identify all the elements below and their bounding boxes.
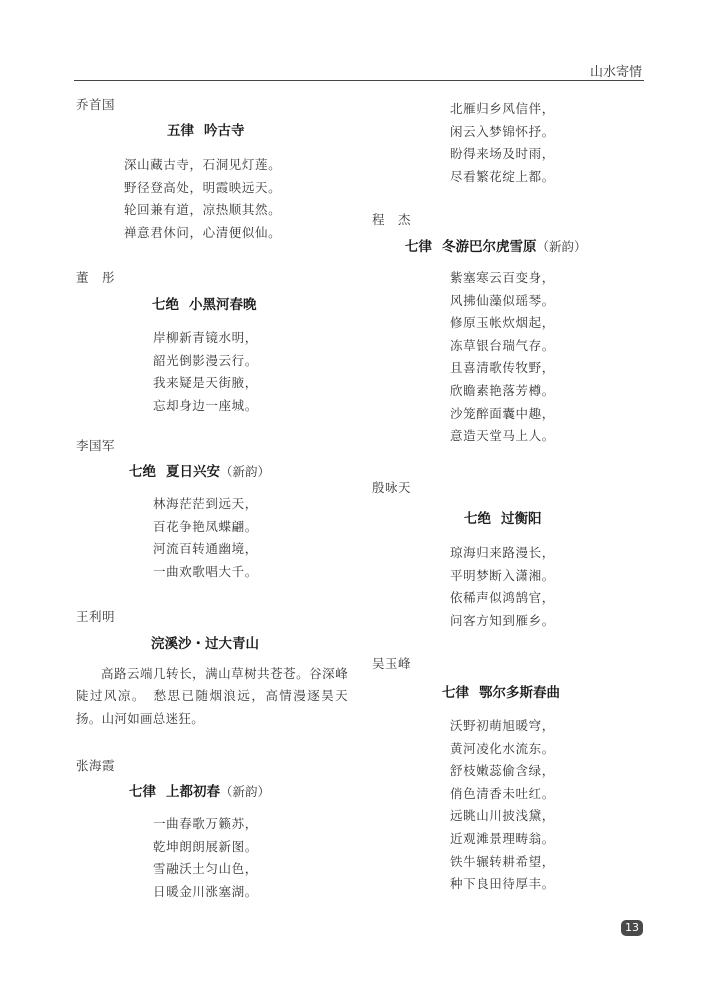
poem-line: 禅意君休问，心清便似仙。 [124,224,282,240]
poem-line: 轮回兼有道，凉热顺其然。 [124,202,282,218]
poem-author: 王利明 [76,609,116,624]
poem-line: 铁牛辗转耕希望， [450,853,555,869]
poem-title [405,237,587,257]
poem-subtitle: 上都初春 [166,784,220,800]
poem-body [153,813,270,903]
poem-body [124,154,348,244]
poem-title [442,683,560,703]
poem-line: 岸柳新青镜水明， [153,330,258,345]
poem-line: 问客方知到雁乡。 [450,612,555,628]
poem [76,608,348,730]
poem-subtitle: 夏日兴安 [166,464,220,480]
poem-title [129,782,270,802]
left-column [76,96,348,899]
poem-author: 殷咏天 [372,480,412,495]
poem [76,269,258,417]
poem-body [450,98,555,188]
poem-line: 河流百转通幽境， [153,541,258,557]
poem-body [153,493,270,583]
poem-author: 张海霞 [76,758,116,773]
poem-form: 七律 [405,239,432,255]
poem-line: 沃野初萌旭暖穹， [450,718,555,733]
poem [76,757,270,903]
poem-title [152,295,258,315]
poem-subtitle: 小黑河春晚 [189,297,257,313]
poem-line: 乾坤朗朗展新图。 [153,838,258,854]
poem-form: 七律 [442,685,469,701]
poem-line: 冻草银台瑞气存。 [450,337,555,353]
poem-title [167,121,348,141]
poem-body [450,542,555,632]
poem [372,479,555,632]
poem-line: 近观滩景理畴翁。 [450,830,555,846]
section-title: 山水寄情 [589,65,642,80]
poem-line: 舒枝嫩蕊偷含绿， [450,763,555,779]
poem-author: 李国军 [76,438,116,453]
poem-subtitle: 吟古寺 [204,123,245,139]
poem-body: 高路云端几转长，满山草树共苍苍。谷深峰陡过风凉。 愁思已随烟浪远，高情漫逐昊天扬。山河如画总迷狂。 [76,666,348,726]
poem-line: 沙笼醉面囊中趣， [450,405,555,421]
poem-line: 闲云入梦锦怀抒。 [450,123,555,139]
poem-title [464,509,555,529]
poem-author: 乔首国 [76,97,116,112]
poem-note: （新韵） [536,239,587,254]
poem [76,437,270,583]
poem-continuation [372,98,555,188]
poem-line: 韶光倒影漫云行。 [153,352,258,368]
poem-line: 深山藏古寺，石洞见灯莲。 [124,157,282,172]
poem-line: 风拂仙藻似瑶琴。 [450,292,555,308]
poem-line: 百花争艳凤蝶翩。 [153,518,258,534]
poem-line: 紫塞寒云百变身， [450,270,555,285]
poem-line: 日暖金川涨塞湖。 [153,883,258,899]
poem-note: （新韵） [220,784,271,799]
poem-subtitle: 冬游巴尔虎雪原 [442,239,537,255]
poem-line: 琼海归来路漫长， [450,545,555,560]
poem-line: 雪融沃土匀山色， [153,861,258,877]
poem-form: 七绝 [152,297,179,313]
poem-line: 盼得来场及时雨， [450,146,555,162]
poem-line: 修原玉帐炊烟起， [450,315,555,331]
poem-line: 忘却身边一座城。 [153,397,258,413]
poem-title: 浣溪沙・过大青山 [151,636,259,652]
header-rule [74,80,644,81]
poem-line: 依稀声似鸿鹄官， [450,590,555,606]
page-number: 13 [621,920,643,936]
poem-line: 欣瞻素艳落芳樽。 [450,382,555,398]
poem-author: 董 彤 [76,270,116,285]
poem-line: 黄河凌化水流东。 [450,740,555,756]
poem-form: 七绝 [129,464,156,480]
poem-line: 林海茫茫到远天， [153,496,258,511]
poem [372,655,560,896]
poem-line: 一曲春歌万籁苏， [153,816,258,831]
poem-body [450,267,587,448]
poem-form: 五律 [167,123,194,139]
poem [76,96,348,244]
poem-line: 且喜清歌传牧野， [450,360,555,376]
poem-line: 俏色清香未吐红。 [450,785,555,801]
poem-line: 意造天堂马上人。 [450,428,555,444]
poem-line: 野径登高处，明霞映远天。 [124,179,282,195]
poem [372,211,587,448]
poem-title [129,462,270,482]
poem-line: 一曲欢歌唱大千。 [153,563,258,579]
poem-line: 种下良田待厚丰。 [450,876,555,892]
poem-form: 七绝 [464,511,491,527]
poem-body [450,715,560,896]
poem-line: 远眺山川披浅黛， [450,808,555,824]
poem-line: 我来疑是天街腋， [153,375,258,391]
poem-line: 北雁归乡风信伴， [450,101,555,116]
poem-subtitle: 过衡阳 [501,511,542,527]
poem-subtitle: 鄂尔多斯春曲 [479,685,560,701]
poem-line: 平明梦断入潇湘。 [450,567,555,583]
poem-body [153,327,258,417]
poem-author: 吴玉峰 [372,656,412,671]
poem-form: 七律 [129,784,156,800]
poem-note: （新韵） [220,464,271,479]
poem-line: 尽看繁花绽上都。 [450,168,555,184]
poem-author: 程 杰 [372,212,412,227]
